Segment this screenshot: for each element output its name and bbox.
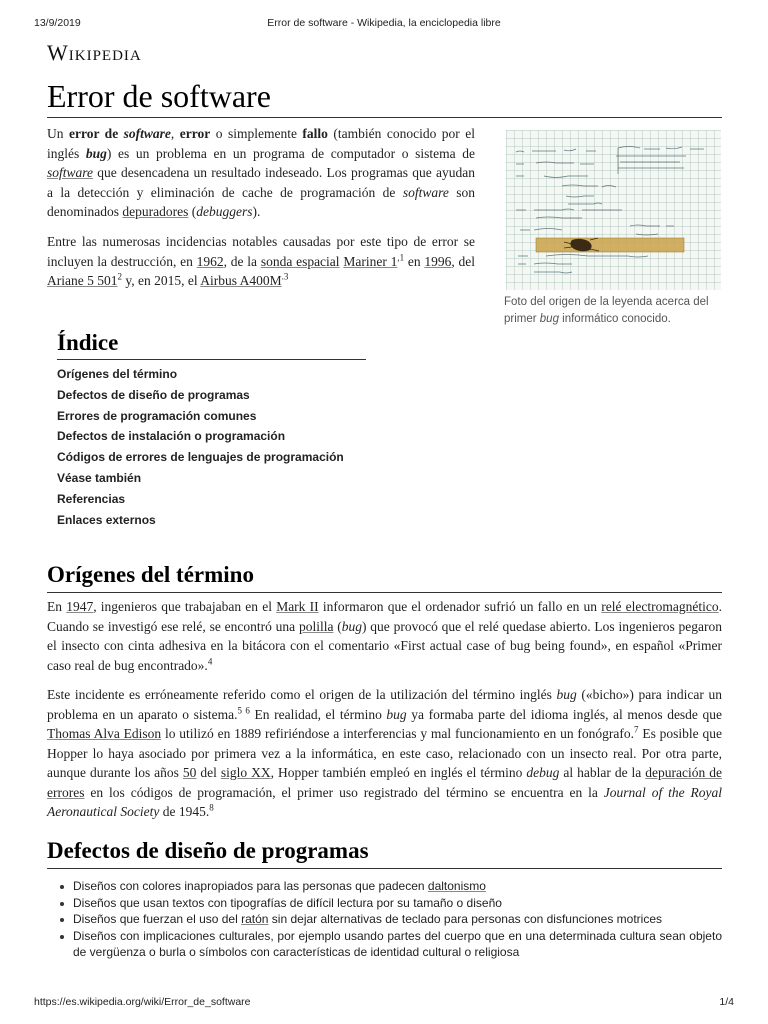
section-heading-origenes: Orígenes del término (47, 560, 722, 593)
link-depuracion[interactable]: depuración de errores (47, 765, 722, 800)
link-edison[interactable]: Thomas Alva Edison (47, 726, 162, 741)
print-header (34, 17, 734, 31)
toc-heading: Índice (57, 327, 366, 360)
link-depuradores[interactable]: depuradores (122, 204, 189, 219)
ref-6[interactable]: 6 (241, 705, 250, 715)
link-daltonismo[interactable]: daltonismo (427, 879, 486, 893)
link-1962[interactable]: 1962 (196, 253, 224, 269)
intro-paragraph-1: Un error de software, error o simplemente fallo (también conocido por el inglés bug) es un problema en un programa de computador o sistema de software que desencadena un resultado indeseado. Los programas que ayudan a la detección y eliminación de cache de programación de software son denominados depuradores (debuggers). (47, 126, 476, 219)
toc-item-defectos-diseno[interactable]: Defectos de diseño de programas (57, 387, 250, 402)
ref-7[interactable]: 7 (634, 724, 639, 735)
toc-item-origenes[interactable]: Orígenes del término (57, 367, 178, 381)
bug-log-photo[interactable] (506, 130, 721, 290)
wikipedia-logo[interactable]: Wikipedia (47, 40, 142, 65)
link-rele[interactable]: relé electromagnético (601, 599, 719, 614)
section-heading-defectos-diseno: Defectos de diseño de programas (47, 836, 722, 869)
link-siglo-xx[interactable]: siglo XX (220, 765, 271, 780)
link-anos-50[interactable]: 50 (182, 765, 197, 780)
print-url: https://es.wikipedia.org/wiki/Error_de_software (34, 996, 251, 1008)
ref-1[interactable]: ,1 (397, 252, 405, 262)
logbook-drawing (506, 130, 721, 290)
ref-5[interactable]: 5 (237, 705, 242, 715)
list-item: Diseños que usan textos con tipografías de difícil lectura por su tamaño o diseño (57, 895, 722, 911)
print-page-number: 1/4 (719, 996, 734, 1008)
print-date: 13/9/2019 (34, 17, 81, 29)
ref-2[interactable]: 2 (117, 271, 122, 282)
toc-item-vease-tambien[interactable]: Véase también (57, 470, 142, 485)
link-ariane[interactable]: Ariane 5 501 (47, 273, 118, 288)
link-mark-ii[interactable]: Mark II (276, 599, 319, 614)
toc-item-enlaces-externos[interactable]: Enlaces externos (57, 512, 156, 527)
toc-item-codigos-errores[interactable]: Códigos de errores de lenguajes de programación (57, 450, 344, 465)
toc-item-errores-programacion[interactable]: Errores de programación comunes (57, 408, 257, 423)
design-defects-list (57, 878, 722, 960)
page-title: Error de software (47, 76, 722, 118)
toc-item-referencias[interactable]: Referencias (57, 491, 126, 506)
link-raton[interactable]: ratón (241, 912, 269, 926)
print-page-title: Error de software - Wikipedia, la enciclopedia libre (267, 17, 501, 29)
figure-caption: Foto del origen de la leyenda acerca del primer bug informático conocido. (504, 296, 709, 325)
list-item: Diseños con colores inapropiados para las personas que padecen daltonismo (57, 878, 722, 894)
link-1996[interactable]: 1996 (424, 253, 452, 269)
link-mariner-1[interactable]: Mariner 1 (343, 253, 398, 269)
table-of-contents (57, 364, 344, 530)
print-footer (34, 996, 734, 1010)
toc-item-defectos-instalacion[interactable]: Defectos de instalación o programación (57, 429, 286, 444)
list-item: Diseños con implicaciones culturales, por ejemplo usando partes del cuerpo que en una determinada cultura sean objeto de vergüenza o burla o símbolos con características de identidad cultural o religiosa (57, 928, 722, 960)
link-polilla[interactable]: polilla (298, 618, 334, 634)
list-item: Diseños que fuerzan el uso del ratón sin dejar alternativas de teclado para personas con disfunciones motrices (57, 911, 722, 927)
link-sonda-espacial[interactable]: sonda espacial (260, 253, 340, 269)
link-1947[interactable]: 1947 (66, 599, 94, 614)
intro-paragraph-2: Entre las numerosas incidencias notables causadas por este tipo de error se incluyen la destrucción, en 1962, de la sonda espacial Mariner $1^{,1}$ en 1996, del Ariane 5 $501^2$ y, en 2015, el Airbus $A400M^{.3}$ (47, 234, 476, 288)
ref-3[interactable]: .3 (281, 271, 289, 282)
link-airbus[interactable]: Airbus A400M (200, 273, 282, 288)
figure-bug-log (504, 130, 728, 328)
origins-paragraph-2: Este incidente es erróneamente referido como el origen de la utilización del término inglés bug («bicho») para indicar un problema en un aparato o sistema.$^5$ $^6$ En realidad, el término bug ya formaba parte del idioma inglés, al menos desde que Thomas Alva Edison lo utilizó en 1889 refiriéndose a interferencias y mal funcionamiento en un fonógrafo.$^7$ Es posible que Hopper lo haya asociado por primera vez a la informática, en este caso, relacionado con un insecto real. Por otra parte, aunque durante los años 50 del siglo XX, Hopper también empleó en inglés el término debug al hablar de la depuración de errores en los códigos de programación, el primer uso registrado del término se encuentra en la Journal of the Royal Aeronautical Society de 1945.$^8$ (47, 687, 723, 819)
ref-8[interactable]: 8 (209, 802, 214, 813)
ref-4[interactable]: 4 (207, 656, 213, 666)
link-software[interactable]: software (47, 165, 94, 180)
origins-paragraph-1: En 1947, ingenieros que trabajaban en el Mark II informaron que el ordenador sufrió un fallo en un relé electromagnético. Cuando se investigó ese relé, se encontró una polilla (bug) que provocó que el relé quedase abierto. Los ingenieros pegaron el insecto con cinta adhesiva en la bitácora con el comentario «First actual case of bug being found», en español «Primer caso real de bug encontrado».$^4$ (47, 599, 723, 673)
